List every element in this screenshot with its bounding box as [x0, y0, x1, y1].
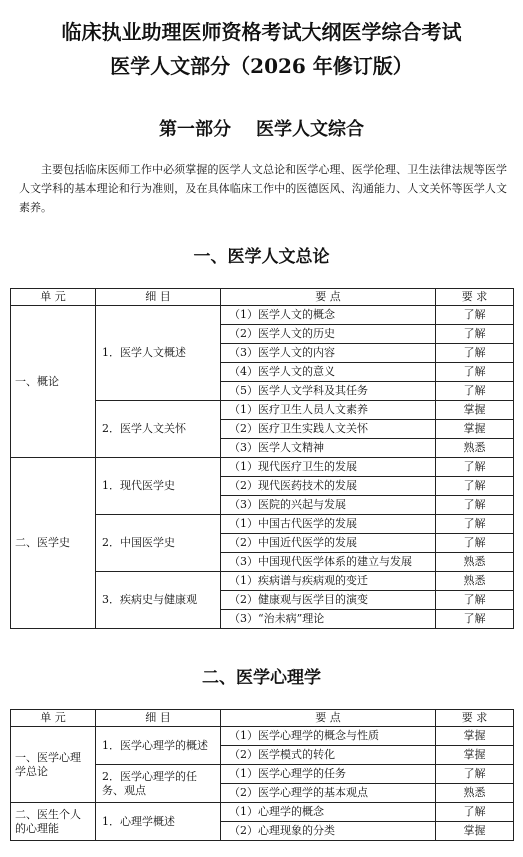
- requirement-cell: 掌握: [436, 746, 514, 765]
- requirement-cell: 了解: [436, 496, 514, 515]
- header-req: 要 求: [436, 710, 514, 727]
- requirement-cell: 掌握: [436, 727, 514, 746]
- point-cell: （2）医学模式的转化: [221, 746, 436, 765]
- requirement-cell: 掌握: [436, 420, 514, 439]
- section1-table: [10, 288, 514, 629]
- detail-cell: 2．医学心理学的任务、观点: [96, 765, 221, 803]
- document-title-line1: 临床执业助理医师资格考试大纲医学综合考试: [61, 20, 462, 44]
- part-heading: 第一部分 医学人文综合: [158, 119, 365, 140]
- requirement-cell: 熟悉: [436, 439, 514, 458]
- point-cell: （2）心理现象的分类: [221, 822, 436, 841]
- table-row: [11, 458, 514, 477]
- header-points: 要 点: [221, 289, 436, 306]
- requirement-cell: 熟悉: [436, 784, 514, 803]
- table-row: [11, 306, 514, 325]
- header-unit: 单 元: [11, 289, 96, 306]
- requirement-cell: 了解: [436, 458, 514, 477]
- requirement-cell: 了解: [436, 765, 514, 784]
- point-cell: （1）疾病谱与疾病观的变迁: [221, 572, 436, 591]
- detail-cell: 2．医学人文关怀: [96, 401, 221, 458]
- detail-cell: 1．心理学概述: [96, 803, 221, 841]
- detail-cell: 1．医学心理学的概述: [96, 727, 221, 765]
- point-cell: （1）现代医疗卫生的发展: [221, 458, 436, 477]
- point-cell: （1）中国古代医学的发展: [221, 515, 436, 534]
- unit-cell: 二、医学史: [11, 458, 96, 629]
- point-cell: （3）医学人文的内容: [221, 344, 436, 363]
- table-header-row: [11, 710, 514, 727]
- point-cell: （2）医学心理学的基本观点: [221, 784, 436, 803]
- requirement-cell: 了解: [436, 803, 514, 822]
- requirement-cell: 了解: [436, 591, 514, 610]
- unit-cell: 一、医学心理学总论: [11, 727, 96, 803]
- requirement-cell: 了解: [436, 306, 514, 325]
- point-cell: （2）医疗卫生实践人文关怀: [221, 420, 436, 439]
- intro-paragraph: 主要包括临床医师工作中必须掌握的医学人文总论和医学心理、医学伦理、卫生法律法规等医学人文学科的基本理论和行为准则，及在具体临床工作中的医德医风、沟通能力、人文关怀等医学人文素养。: [19, 163, 507, 214]
- requirement-cell: 掌握: [436, 401, 514, 420]
- section1-heading: 一、医学人文总论: [193, 247, 330, 267]
- detail-cell: 1．医学人文概述: [96, 306, 221, 401]
- requirement-cell: 了解: [436, 382, 514, 401]
- requirement-cell: 了解: [436, 515, 514, 534]
- point-cell: （2）中国近代医学的发展: [221, 534, 436, 553]
- requirement-cell: 了解: [436, 325, 514, 344]
- header-points: 要 点: [221, 710, 436, 727]
- detail-cell: 3．疾病史与健康观: [96, 572, 221, 629]
- requirement-cell: 掌握: [436, 822, 514, 841]
- header-detail: 细 目: [96, 710, 221, 727]
- header-detail: 细 目: [96, 289, 221, 306]
- table-row: [11, 727, 514, 746]
- section2-table: [10, 709, 514, 841]
- point-cell: （1）心理学的概念: [221, 803, 436, 822]
- point-cell: （1）医学心理学的任务: [221, 765, 436, 784]
- unit-cell: 一、概论: [11, 306, 96, 458]
- point-cell: （4）医学人文的意义: [221, 363, 436, 382]
- requirement-cell: 了解: [436, 363, 514, 382]
- point-cell: （3）医院的兴起与发展: [221, 496, 436, 515]
- point-cell: （3）医学人文精神: [221, 439, 436, 458]
- point-cell: （3）中国现代医学体系的建立与发展: [221, 553, 436, 572]
- detail-cell: 1．现代医学史: [96, 458, 221, 515]
- table-row: [11, 803, 514, 822]
- point-cell: （5）医学人文学科及其任务: [221, 382, 436, 401]
- unit-cell: 二、医生个人的心理能: [11, 803, 96, 841]
- point-cell: （2）医学人文的历史: [221, 325, 436, 344]
- requirement-cell: 了解: [436, 610, 514, 629]
- point-cell: （3）“治未病”理论: [221, 610, 436, 629]
- point-cell: （1）医学心理学的概念与性质: [221, 727, 436, 746]
- requirement-cell: 熟悉: [436, 572, 514, 591]
- point-cell: （2）现代医药技术的发展: [221, 477, 436, 496]
- requirement-cell: 熟悉: [436, 553, 514, 572]
- header-req: 要 求: [436, 289, 514, 306]
- point-cell: （1）医学人文的概念: [221, 306, 436, 325]
- document-title-line2: 医学人文部分（2026 年修订版）: [110, 54, 413, 78]
- header-unit: 单 元: [11, 710, 96, 727]
- point-cell: （1）医疗卫生人员人文素养: [221, 401, 436, 420]
- requirement-cell: 了解: [436, 344, 514, 363]
- table-header-row: [11, 289, 514, 306]
- requirement-cell: 了解: [436, 477, 514, 496]
- section2-heading: 二、医学心理学: [202, 668, 321, 688]
- detail-cell: 2．中国医学史: [96, 515, 221, 572]
- point-cell: （2）健康观与医学目的演变: [221, 591, 436, 610]
- requirement-cell: 了解: [436, 534, 514, 553]
